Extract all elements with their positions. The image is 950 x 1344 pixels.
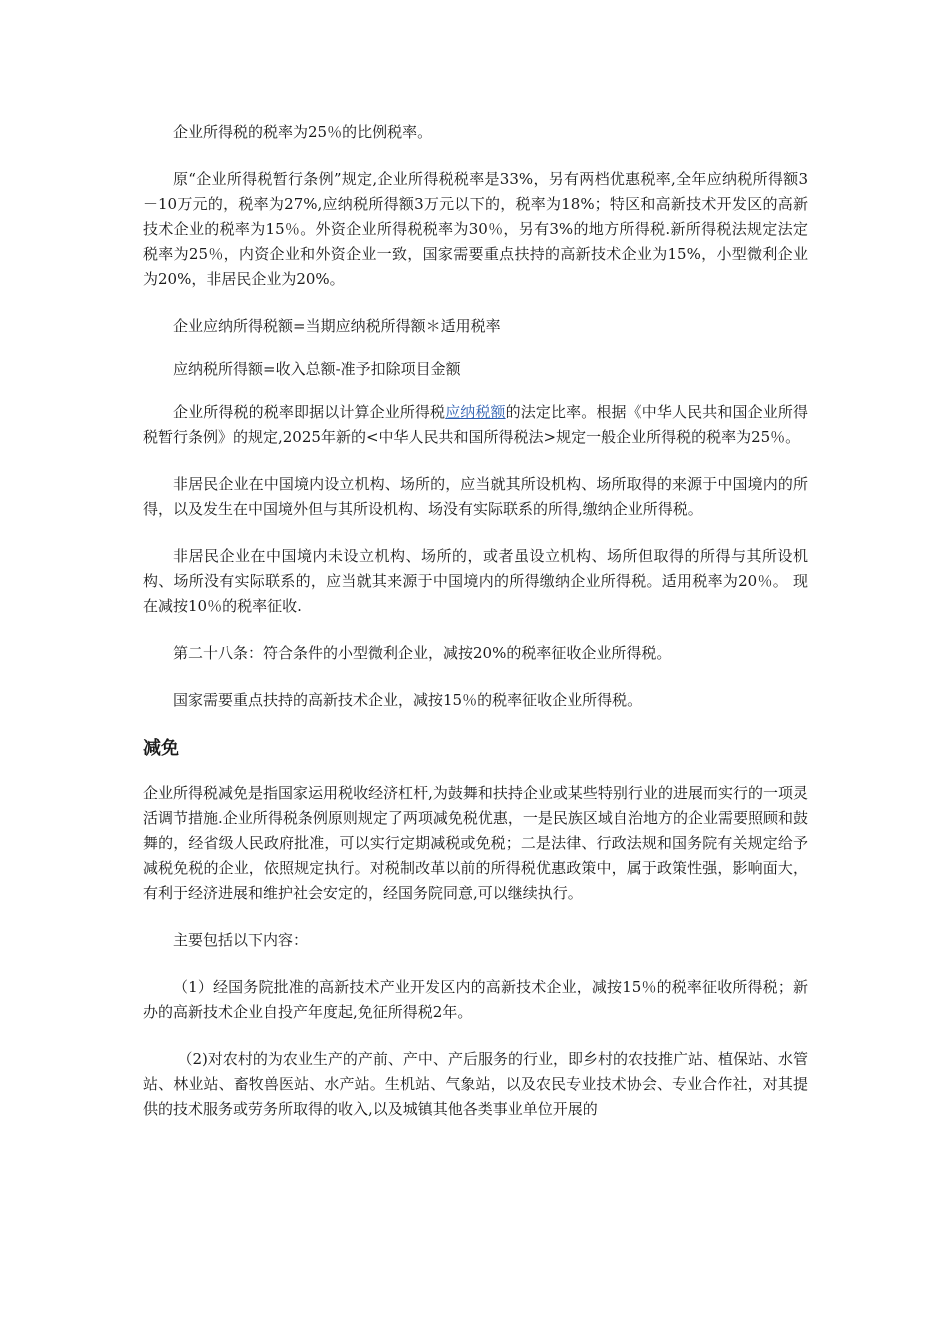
paragraph-nonresident-with-establishment: 非居民企业在中国境内设立机构、场所的，应当就其所设机构、场所取得的来源于中国境内的所得，以及发生在中国境外但与其所设机构、场没有实际联系的所得,缴纳企业所得税。 — [143, 475, 808, 518]
document-page — [143, 120, 808, 1144]
paragraph-formula-income: 应纳税所得额=收入总额-准予扣除项目金额 — [173, 360, 461, 378]
paragraph-rate-definition-text-b: 的法定比率。根据《中华人民共和国企业所得税暂行条例》的规定,2025年新的<中华人民共和国所得税法>规定一般企业所得税的税率为25％。 — [143, 403, 808, 446]
section-heading-reduction: 减免 — [143, 738, 179, 759]
tax-payable-link[interactable]: 应纳税额 — [445, 403, 506, 421]
paragraph-article-28: 第二十八条：符合条件的小型微利企业，减按20%的税率征收企业所得税。 — [173, 644, 672, 662]
paragraph-high-tech: 国家需要重点扶持的高新技术企业，减按15％的税率征收企业所得税。 — [173, 691, 643, 709]
list-item-1: （1）经国务院批准的高新技术产业开发区内的高新技术企业，减按15％的税率征收所得税；新办的高新技术企业自投产年度起,免征所得税2年。 — [143, 978, 808, 1021]
paragraph-rate-definition-text-a: 企业所得税的税率即据以计算企业所得税 — [173, 403, 446, 421]
paragraph-main-contents: 主要包括以下内容： — [173, 931, 309, 949]
paragraph-tax-rate: 企业所得税的税率为25％的比例税率。 — [173, 123, 433, 141]
paragraph-nonresident-without-establishment: 非居民企业在中国境内未设立机构、场所的，或者虽设立机构、场所但取得的所得与其所设机构、场所没有实际联系的，应当就其来源于中国境内的所得缴纳企业所得税。适用税率为20％。 现在减按10％的税率征收. — [143, 547, 808, 615]
list-item-2: （2)对农村的为农业生产的产前、产中、产后服务的行业，即乡村的农技推广站、植保站、水管站、林业站、畜牧兽医站、水产站。生机站、气象站，以及农民专业技术协会、专业合作社，对其提供的技术服务或劳务所取得的收入,以及城镇其他各类事业单位开展的 — [143, 1050, 808, 1118]
paragraph-old-regulation: 原“企业所得税暂行条例”规定,企业所得税税率是33%，另有两档优惠税率,全年应纳税所得额3－10万元的，税率为27%,应纳税所得额3万元以下的，税率为18%；特区和高新技术开发区的高新技术企业的税率为15％。外资企业所得税税率为30％，另有3%的地方所得税.新所得税法规定法定税率为25％，内资企业和外资企业一致，国家需要重点扶持的高新技术企业为15%，小型微利企业为20%，非居民企业为20%。 — [143, 170, 808, 288]
paragraph-formula-tax: 企业应纳所得税额=当期应纳税所得额＊适用税率 — [173, 317, 501, 335]
paragraph-reduction-intro: 企业所得税减免是指国家运用税收经济杠杆,为鼓舞和扶持企业或某些特别行业的进展而实行的一项灵活调节措施.企业所得税条例原则规定了两项减免税优惠，一是民族区域自治地方的企业需要照顾和鼓舞的，经省级人民政府批准，可以实行定期减税或免税；二是法律、行政法规和国务院有关规定给予减税免税的企业，依照规定执行。对税制改革以前的所得税优惠政策中，属于政策性强，影响面大，有利于经济进展和维护社会安定的，经国务院同意,可以继续执行。 — [143, 784, 808, 902]
paragraph-rate-definition — [143, 400, 808, 450]
